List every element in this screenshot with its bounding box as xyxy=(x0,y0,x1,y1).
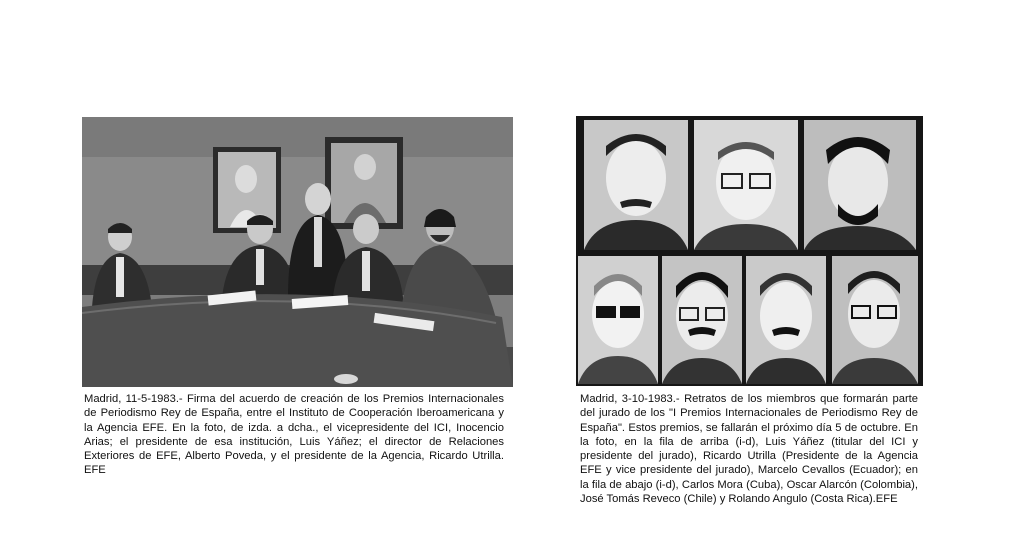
portrait-rolando-angulo xyxy=(832,256,918,384)
portrait-ricardo-utrilla xyxy=(694,120,798,250)
portrait-marcelo-cevallos xyxy=(804,120,916,250)
signing-ceremony-photo xyxy=(82,117,513,387)
signing-photo-caption: Madrid, 11-5-1983.- Firma del acuerdo de creación de los Premios Internacionales de Periodismo Rey de España, entre el Instituto de Cooperación Iberoamericana y la Agencia EFE. En la foto, de izda. a dcha., el vicepresidente del ICI, Inocencio Arias; el presidente de esa institución, Luis Yáñez; el director de Relaciones Exteriores de EFE, Alberto Poveda, y el presidente de la Agencia, Ricardo Utrilla. EFE xyxy=(84,393,504,477)
jury-portraits-caption: Madrid, 3-10-1983.- Retratos de los miembros que formarán parte del jurado de los "I Premios Internacionales de Periodismo Rey de España". Estos premios, se fallarán el próximo día 5 de octubre. En la foto, en la fila de arriba (i-d), Luis Yáñez (titular del ICI y presidente del jurado), Ricardo Utrilla (Presidente de la Agencia EFE y vice presidente del jurado), Marcelo Cevallos (Ecuador); en la fila de abajo (i-d), Carlos Mora (Cuba), Oscar Alarcón (Colombia), José Tomás Reveco (Chile) y Rolando Angulo (Costa Rica).EFE xyxy=(580,393,918,506)
portrait-carlos-mora xyxy=(578,256,658,384)
jury-portraits-collage xyxy=(576,116,923,386)
portrait-luis-yanez xyxy=(584,120,688,250)
portrait-oscar-alarcon xyxy=(662,256,742,384)
portrait-jose-tomas-reveco xyxy=(746,256,826,384)
